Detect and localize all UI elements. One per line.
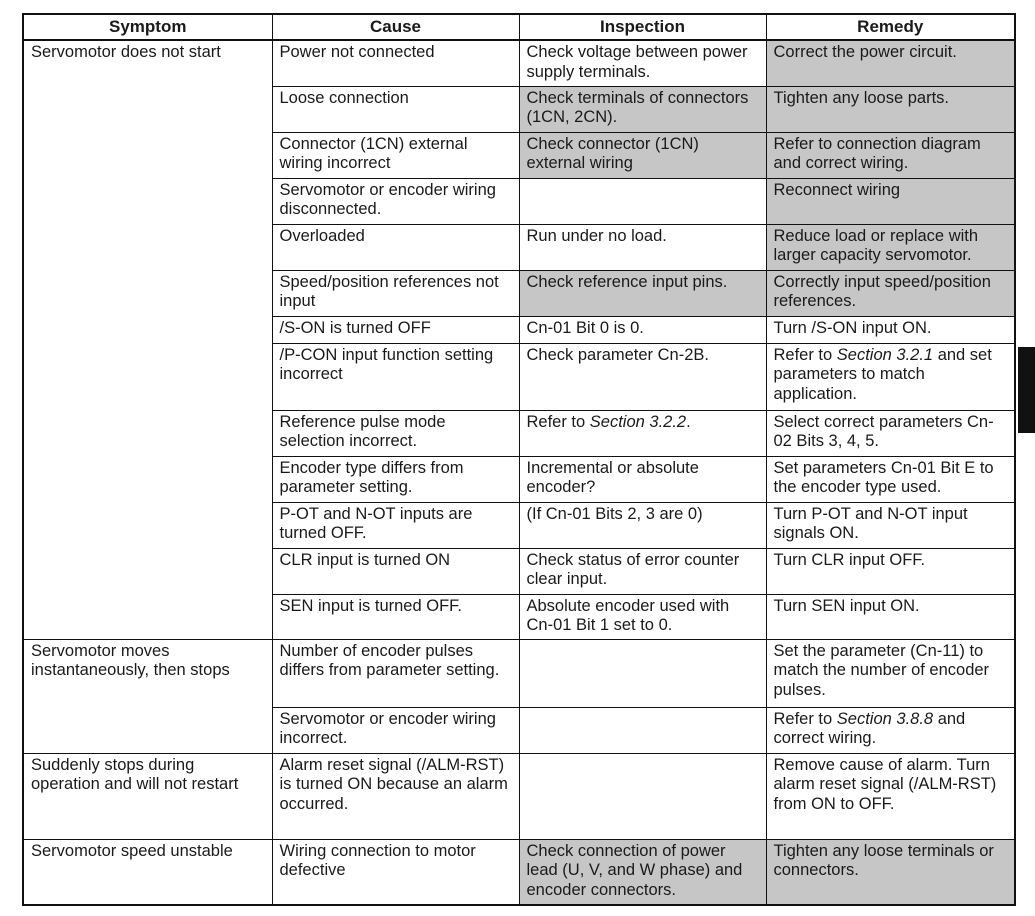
cause-cell: SEN input is turned OFF. <box>272 594 519 639</box>
cause-cell: P-OT and N-OT inputs are turned OFF. <box>272 502 519 548</box>
cause-cell: Number of encoder pulses differs from parameter setting. <box>272 639 519 707</box>
header-remedy: Remedy <box>766 14 1015 40</box>
inspection-cell: Check parameter Cn-2B. <box>519 343 766 410</box>
remedy-text: and set parameters to match application. <box>773 345 992 403</box>
remedy-cell: Turn CLR input OFF. <box>766 548 1015 594</box>
symptom-cell: Servomotor does not start <box>23 40 272 639</box>
inspection-cell: Check connection of power lead (U, V, and W phase) and encoder connectors. <box>519 839 766 905</box>
cause-cell: Speed/position references not input <box>272 270 519 316</box>
header-inspection: Inspection <box>519 14 766 40</box>
remedy-text: Refer to <box>773 345 837 364</box>
table-row <box>23 839 1015 905</box>
cause-cell: Connector (1CN) external wiring incorrect <box>272 132 519 178</box>
inspection-cell <box>519 639 766 707</box>
section-reference: Section 3.2.2 <box>589 412 687 431</box>
inspection-cell <box>519 178 766 224</box>
remedy-cell: Tighten any loose parts. <box>766 86 1015 132</box>
remedy-cell: Remove cause of alarm. Turn alarm reset signal (/ALM-RST) from ON to OFF. <box>766 753 1015 839</box>
inspection-cell: Check connector (1CN) external wiring <box>519 132 766 178</box>
section-reference: Section 3.8.8 <box>836 709 934 728</box>
remedy-text: and correct wiring. <box>773 709 966 747</box>
inspection-cell <box>519 410 766 456</box>
remedy-cell: Tighten any loose terminals or connectors. <box>766 839 1015 905</box>
inspection-cell: Check status of error counter clear input. <box>519 548 766 594</box>
cause-cell: Wiring connection to motor defective <box>272 839 519 905</box>
cause-cell: Servomotor or encoder wiring disconnected. <box>272 178 519 224</box>
cause-cell: Overloaded <box>272 224 519 270</box>
inspection-cell: Check terminals of connectors (1CN, 2CN). <box>519 86 766 132</box>
remedy-cell <box>766 343 1015 410</box>
inspection-cell: Run under no load. <box>519 224 766 270</box>
remedy-cell: Turn SEN input ON. <box>766 594 1015 639</box>
inspection-text: . <box>686 412 691 431</box>
remedy-cell: Reconnect wiring <box>766 178 1015 224</box>
cause-cell: Servomotor or encoder wiring incorrect. <box>272 707 519 753</box>
header-row <box>23 14 1015 40</box>
inspection-cell: Incremental or absolute encoder? <box>519 456 766 502</box>
remedy-cell: Correctly input speed/position references. <box>766 270 1015 316</box>
header-symptom: Symptom <box>23 14 272 40</box>
remedy-cell: Turn P-OT and N-OT input signals ON. <box>766 502 1015 548</box>
cause-cell: /S-ON is turned OFF <box>272 316 519 343</box>
inspection-cell <box>519 753 766 839</box>
remedy-cell: Correct the power circuit. <box>766 40 1015 86</box>
remedy-cell: Turn /S-ON input ON. <box>766 316 1015 343</box>
remedy-cell: Set parameters Cn-01 Bit E to the encoder type used. <box>766 456 1015 502</box>
inspection-text: Refer to <box>526 412 590 431</box>
cause-cell: Alarm reset signal (/ALM-RST) is turned ON because an alarm occurred. <box>272 753 519 839</box>
section-thumb-tab <box>1018 347 1035 433</box>
remedy-cell <box>766 707 1015 753</box>
inspection-cell: (If Cn-01 Bits 2, 3 are 0) <box>519 502 766 548</box>
cause-cell: CLR input is turned ON <box>272 548 519 594</box>
inspection-cell: Absolute encoder used with Cn-01 Bit 1 set to 0. <box>519 594 766 639</box>
table-row <box>23 40 1015 86</box>
cause-cell: Reference pulse mode selection incorrect. <box>272 410 519 456</box>
symptom-cell: Suddenly stops during operation and will not restart <box>23 753 272 839</box>
inspection-cell: Check reference input pins. <box>519 270 766 316</box>
cause-cell: Power not connected <box>272 40 519 86</box>
remedy-cell: Select correct parameters Cn-02 Bits 3, 4, 5. <box>766 410 1015 456</box>
inspection-cell: Cn-01 Bit 0 is 0. <box>519 316 766 343</box>
cause-cell: /P-CON input function setting incorrect <box>272 343 519 410</box>
remedy-text: Refer to <box>773 709 837 728</box>
inspection-cell <box>519 707 766 753</box>
troubleshooting-table <box>22 13 1016 906</box>
cause-cell: Encoder type differs from parameter setting. <box>272 456 519 502</box>
table-row <box>23 753 1015 839</box>
remedy-cell: Reduce load or replace with larger capacity servomotor. <box>766 224 1015 270</box>
table-row <box>23 639 1015 707</box>
section-reference: Section 3.2.1 <box>836 345 934 364</box>
remedy-cell: Refer to connection diagram and correct wiring. <box>766 132 1015 178</box>
cause-cell: Loose connection <box>272 86 519 132</box>
remedy-cell: Set the parameter (Cn-11) to match the number of encoder pulses. <box>766 639 1015 707</box>
header-cause: Cause <box>272 14 519 40</box>
inspection-cell: Check voltage between power supply terminals. <box>519 40 766 86</box>
symptom-cell: Servomotor moves instantaneously, then stops <box>23 639 272 753</box>
symptom-cell: Servomotor speed unstable <box>23 839 272 905</box>
